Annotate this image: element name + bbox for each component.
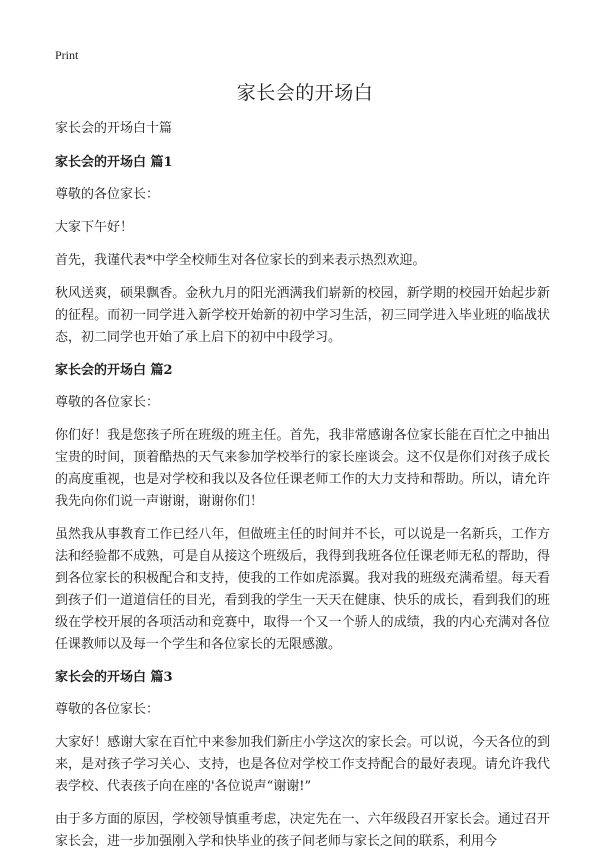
section-heading: 家长会的开场白 篇2	[55, 363, 173, 378]
section-heading: 家长会的开场白 篇1	[55, 155, 173, 170]
paragraph: 大家下午好！	[55, 220, 134, 235]
paragraph: 大家好！感谢大家在百忙中来参加我们新庄小学这次的家长会。可以说，今天各位的到来，是对孩子学习关心、支持，也是各位对学校工作支持配合的最好表现。请允许我代表学校、代表孩子向在座的'各位说声“谢谢!”	[55, 735, 550, 794]
paragraph: 由于多方面的原因，学校领导慎重考虑，决定先在一、六年级段召开家长会。通过召开家长会，进一步加强刚入学和快毕业的孩子间老师与家长之间的联系，利用今	[55, 812, 550, 849]
document-page	[55, 0, 555, 849]
document-body	[55, 118, 550, 864]
paragraph: 尊敬的各位家长：	[55, 702, 160, 717]
section-3	[55, 667, 550, 853]
section-2	[55, 360, 550, 656]
paragraph: 秋风送爽，硕果飘香。金秋九月的阳光洒满我们崭新的校园，新学期的校园开始起步新的征程。而初一同学进入新学校开始新的初中学习生活，初三同学进入毕业班的临战状态，初二同学也开始了承上启下的初中中段学习。	[55, 286, 550, 345]
document-subtitle: 家长会的开场白十篇	[55, 121, 173, 136]
paragraph: 尊敬的各位家长：	[55, 187, 160, 202]
paragraph: 尊敬的各位家长：	[55, 395, 160, 410]
section-heading: 家长会的开场白 篇3	[55, 670, 173, 685]
paragraph: 你们好！我是您孩子所在班级的班主任。首先，我非常感谢各位家长能在百忙之中抽出宝贵的时间，顶着酷热的天气来参加学校举行的家长座谈会。这不仅是你们对孩子成长的高度重视，也是对学校和我以及各位任课老师工作的大力支持和帮助。所以，请允许我先向你们说一声谢谢，谢谢你们！	[55, 428, 550, 509]
document-title: 家长会的开场白	[236, 82, 374, 104]
section-1	[55, 152, 550, 349]
paragraph: 虽然我从事教育工作已经八年，但做班主任的时间并不长，可以说是一名新兵，工作方法和经验都不成熟，可是自从接这个班级后，我得到我班各位任课老师无私的帮助，得到各位家长的积极配合和支持，使我的工作如虎添翼。我对我的班级充满希望。每天看到孩子们一道道信任的目光，看到我的学生一天天在健康、快乐的成长，看到我们的班级在学校开展的各项活动和竞赛中，取得一个又一个骄人的成绩，我的内心充满对各位任课教师以及每一个学生和各位家长的无限感激。	[55, 527, 550, 652]
print-link[interactable]: Print	[55, 48, 79, 62]
paragraph: 首先，我谨代表*中学全校师生对各位家长的到来表示热烈欢迎。	[55, 253, 426, 268]
